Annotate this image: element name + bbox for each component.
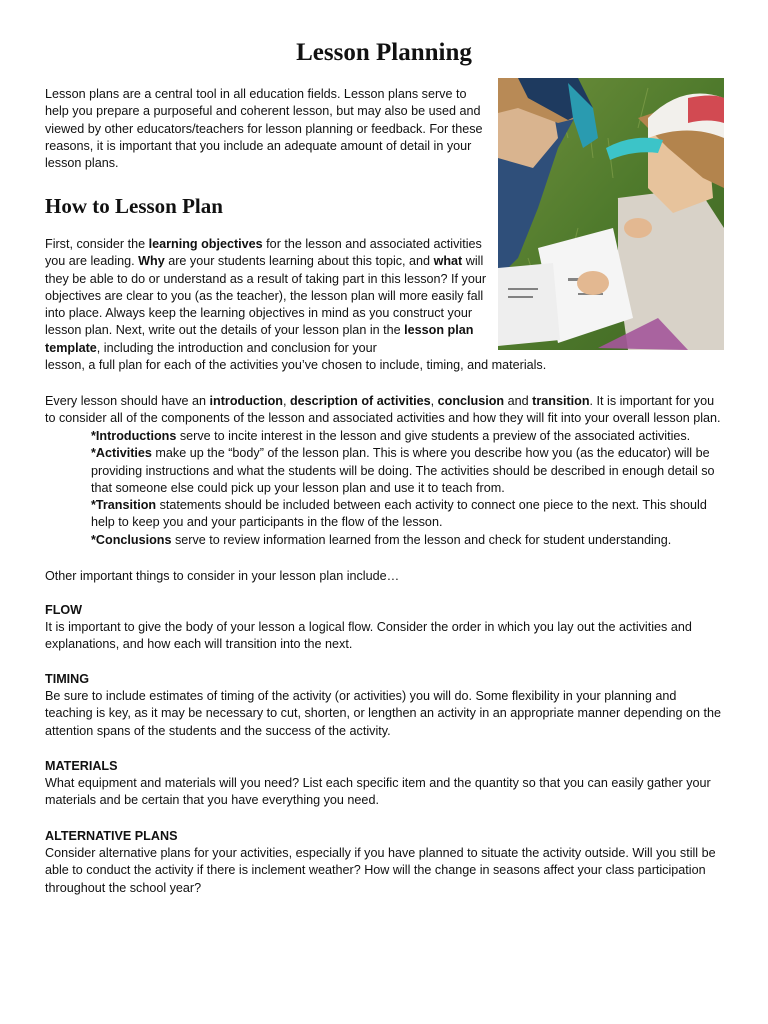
bold-what: what: [433, 254, 463, 269]
list-item: [91, 497, 721, 532]
list-item-text: serve to incite interest in the lesson and give students a preview of the associated activities.: [176, 429, 691, 443]
timing-heading: TIMING: [45, 672, 90, 686]
flow-text: It is important to give the body of your lesson a logical flow. Consider the order in which you lay out the activities and explanations, and how each will transition into the next.: [45, 620, 692, 652]
list-item: [91, 428, 721, 445]
bold-learning-objectives: learning objectives: [148, 237, 263, 251]
text-run: First, consider the: [45, 237, 149, 251]
materials-heading: MATERIALS: [45, 759, 118, 773]
bold-description-of-activities: description of activities: [289, 394, 431, 408]
text-run: ,: [282, 394, 290, 408]
list-item-term: *Conclusions: [91, 532, 172, 547]
list-item-text: serve to review information learned from the lesson and check for student understanding.: [171, 532, 672, 547]
alternative-plans-text: Consider alternative plans for your activities, especially if you have planned to situate the activity outside. Will you still be able to conduct the activity if there is inclement weather? How will the change in seasons affect your class participation throughout the school year?: [45, 846, 716, 895]
list-item: [91, 445, 721, 497]
list-item-term: *Activities: [91, 446, 152, 461]
list-item-text: make up the “body” of the lesson plan. This is where you describe how you (as the educator) will be providing instructions and what the students will be doing. The activities should be described in enough detail so that someone else could pick up your lesson plan and use it to teach from.: [91, 446, 715, 495]
text-run: for the lesson and associated activities you are leading.: [45, 237, 482, 269]
flow-heading: FLOW: [45, 603, 83, 617]
list-item-text: statements should be included between each activity to connect one piece to the next. This should help to keep you and your participants in the flow of the lesson.: [91, 498, 707, 530]
how-to-paragraph: [45, 236, 547, 374]
text-run: will they be able to do or understand as a result of taking part in this lesson? If your objectives are clear to you (as the teacher), the lesson plan will more easily fall into place. Always keep the learning objectives in mind as you construct your lesson plan. Next, write out the details of your lesson plan in the: [45, 254, 487, 338]
children-outdoors-photo: [498, 78, 724, 350]
page-title: Lesson Planning: [296, 39, 472, 66]
list-item-term: *Transition: [91, 498, 157, 513]
alternative-plans-heading: ALTERNATIVE PLANS: [45, 829, 178, 843]
other-considerations-intro: Other important things to consider in your lesson plan include…: [45, 569, 400, 583]
text-run: are your students learning about this topic, and: [164, 254, 434, 269]
text-run: and: [504, 394, 533, 408]
text-run: ,: [430, 394, 438, 408]
bold-conclusion: conclusion: [437, 394, 505, 408]
components-paragraph: [45, 393, 725, 428]
bold-lesson-plan-template: lesson plan template: [45, 323, 474, 355]
section-heading-how-to: How to Lesson Plan: [45, 194, 223, 218]
text-run: Every lesson should have an: [45, 394, 210, 408]
text-run: lesson, a full plan for each of the activities you’ve chosen to include, timing, and materials.: [45, 358, 547, 373]
timing-text: Be sure to include estimates of timing of the activity (or activities) you will do. Some flexibility in your planning and teaching is key, as it may be necessary to cut, shorten, or lengthen an activity in an appropriate manner depending on the attention spans of the students and the success of the activity.: [45, 689, 722, 738]
bold-introduction: introduction: [209, 394, 283, 408]
text-run: . It is important for you to consider all of the components of the lesson and associated activities and how they will fit into your overall lesson plan.: [45, 394, 721, 426]
list-item-term: *Introductions: [91, 429, 177, 443]
list-item: [91, 532, 721, 549]
bold-transition: transition: [532, 394, 590, 408]
bold-why: Why: [138, 254, 165, 269]
intro-paragraph: Lesson plans are a central tool in all education fields. Lesson plans serve to help you prepare a purposeful and coherent lesson, but may also be used and viewed by other educators/teachers for lesson planning or feedback. For these reasons, it is important that you include an adequate amount of detail in your lesson plans.: [45, 87, 483, 171]
materials-text: What equipment and materials will you need? List each specific item and the quantity so that you can easily gather your materials and be certain that you have everything you need.: [45, 776, 711, 808]
text-run: , including the introduction and conclusion for your: [96, 340, 377, 355]
component-list: [91, 428, 721, 549]
